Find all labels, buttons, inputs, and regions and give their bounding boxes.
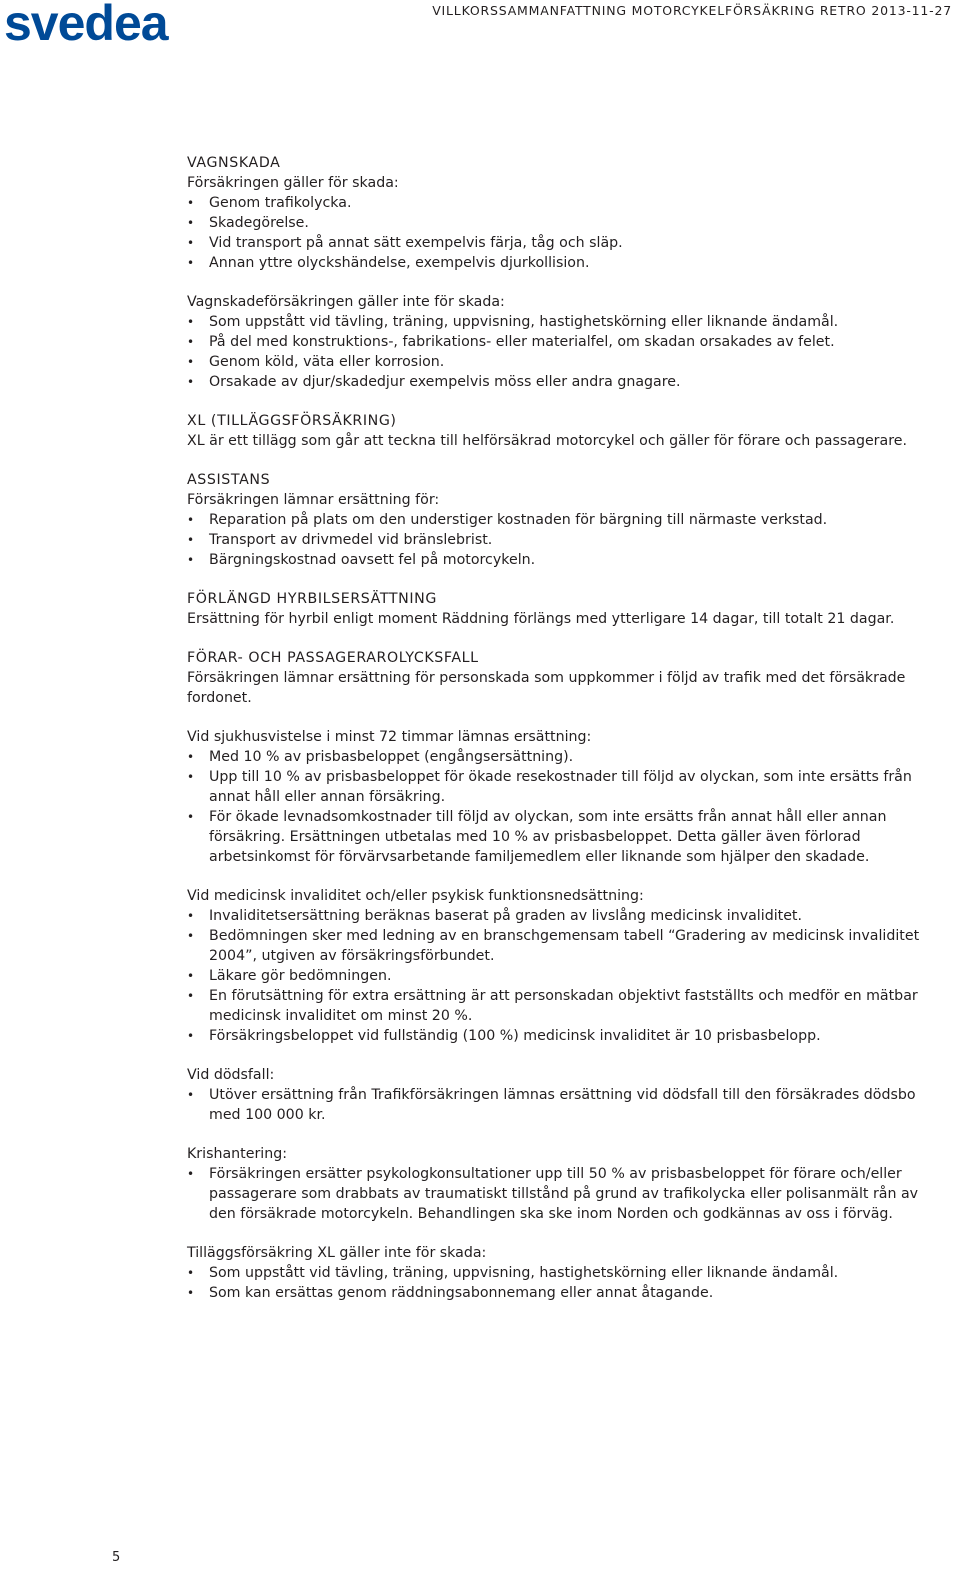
section <box>187 1144 949 1224</box>
bullet-item: • Bärgningskostnad oavsett fel på motorcykeln. <box>187 550 949 570</box>
section <box>187 727 949 867</box>
section-heading: XL (TILLÄGGSFÖRSÄKRING) <box>187 413 397 429</box>
section-paragraph: Vid sjukhusvistelse i minst 72 timmar lämnas ersättning: <box>187 729 592 745</box>
section <box>187 886 949 1046</box>
svedea-logo: svedea <box>4 0 168 51</box>
section-paragraph: Tilläggsförsäkring XL gäller inte för skada: <box>187 1245 487 1261</box>
bullet-list <box>187 193 949 273</box>
section <box>187 153 949 273</box>
page-number: 5 <box>112 1550 121 1565</box>
bullet-list <box>187 1085 949 1125</box>
bullet-item: • Vid transport på annat sätt exempelvis färja, tåg och släp. <box>187 233 949 253</box>
bullet-item: • En förutsättning för extra ersättning är att personskadan objektivt fastställts och medför en mätbar medicinsk invaliditet om minst 20 %. <box>187 986 949 1026</box>
section-paragraph: Försäkringen lämnar ersättning för: <box>187 492 440 508</box>
bullet-item: • Genom köld, väta eller korrosion. <box>187 352 949 372</box>
bullet-item: • Orsakade av djur/skadedjur exempelvis möss eller andra gnagare. <box>187 372 949 392</box>
bullet-item: • Invaliditetsersättning beräknas baserat på graden av livslång medicinsk invaliditet. <box>187 906 949 926</box>
bullet-list <box>187 510 949 570</box>
section <box>187 1243 949 1303</box>
bullet-item: • Som uppstått vid tävling, träning, uppvisning, hastighetskörning eller liknande ändamål. <box>187 312 949 332</box>
bullet-item: • Som kan ersättas genom räddningsabonnemang eller annat åtagande. <box>187 1283 949 1303</box>
bullet-item: • Utöver ersättning från Trafikförsäkringen lämnas ersättning vid dödsfall till den försäkrades dödsbo med 100 000 kr. <box>187 1085 949 1125</box>
section-paragraph: Vagnskadeförsäkringen gäller inte för skada: <box>187 294 505 310</box>
bullet-item: • Med 10 % av prisbasbeloppet (engångsersättning). <box>187 747 949 767</box>
section-heading: FÖRAR- OCH PASSAGERAROLYCKSFALL <box>187 650 479 666</box>
section-heading: VAGNSKADA <box>187 155 281 171</box>
bullet-item: • Läkare gör bedömningen. <box>187 966 949 986</box>
bullet-item: • Genom trafikolycka. <box>187 193 949 213</box>
section-paragraph: Krishantering: <box>187 1146 287 1162</box>
section-paragraph: Vid dödsfall: <box>187 1067 275 1083</box>
bullet-item: • Försäkringsbeloppet vid fullständig (100 %) medicinsk invaliditet är 10 prisbasbelopp. <box>187 1026 949 1046</box>
section-paragraph: Försäkringen lämnar ersättning för personskada som uppkommer i följd av trafik med det försäkrade fordonet. <box>187 670 906 706</box>
section <box>187 1065 949 1125</box>
document-body <box>187 153 949 1322</box>
bullet-list <box>187 906 949 1046</box>
section <box>187 411 949 451</box>
section-heading: ASSISTANS <box>187 472 271 488</box>
bullet-item: • Försäkringen ersätter psykologkonsultationer upp till 50 % av prisbasbeloppet för förare och/eller passagerare som drabbats av traumatiskt tillstånd på grund av trafikolycka eller polisanmält rån av den försäkrade motorcykeln. Behandlingen ska ske inom Norden och godkännas av oss i förväg. <box>187 1164 949 1224</box>
section <box>187 589 949 629</box>
bullet-item: • För ökade levnadsomkostnader till följd av olyckan, som inte ersätts från annat håll eller annan försäkring. Ersättningen utbetalas med 10 % av prisbasbeloppet. Detta gäller även förlorad arbetsinkomst för förvärvsarbetande familjemedlem eller liknande som hjälper den skadade. <box>187 807 949 867</box>
bullet-item: • Bedömningen sker med ledning av en branschgemensam tabell “Gradering av medicinsk invaliditet 2004”, utgiven av försäkringsförbundet. <box>187 926 949 966</box>
section-paragraph: Ersättning för hyrbil enligt moment Räddning förlängs med ytterligare 14 dagar, till totalt 21 dagar. <box>187 611 895 627</box>
section-paragraph: Försäkringen gäller för skada: <box>187 175 399 191</box>
bullet-item: • På del med konstruktions-, fabrikations- eller materialfel, om skadan orsakades av felet. <box>187 332 949 352</box>
bullet-item: • Skadegörelse. <box>187 213 949 233</box>
section <box>187 292 949 392</box>
bullet-list <box>187 747 949 867</box>
bullet-item: • Som uppstått vid tävling, träning, uppvisning, hastighetskörning eller liknande ändamål. <box>187 1263 949 1283</box>
section <box>187 470 949 570</box>
section-heading: FÖRLÄNGD HYRBILSERSÄTTNING <box>187 591 437 607</box>
section-paragraph: Vid medicinsk invaliditet och/eller psykisk funktionsnedsättning: <box>187 888 644 904</box>
bullet-item: • Annan yttre olyckshändelse, exempelvis djurkollision. <box>187 253 949 273</box>
section <box>187 648 949 708</box>
bullet-list <box>187 1164 949 1224</box>
bullet-item: • Upp till 10 % av prisbasbeloppet för ökade resekostnader till följd av olyckan, som inte ersätts från annat håll eller annan försäkring. <box>187 767 949 807</box>
bullet-list <box>187 1263 949 1303</box>
bullet-list <box>187 312 949 392</box>
bullet-item: • Reparation på plats om den understiger kostnaden för bärgning till närmaste verkstad. <box>187 510 949 530</box>
document-title: VILLKORSSAMMANFATTNING MOTORCYKELFÖRSÄKRING RETRO 2013-11-27 <box>432 3 952 18</box>
section-paragraph: XL är ett tillägg som går att teckna till helförsäkrad motorcykel och gäller för förare och passagerare. <box>187 433 907 449</box>
bullet-item: • Transport av drivmedel vid bränslebrist. <box>187 530 949 550</box>
